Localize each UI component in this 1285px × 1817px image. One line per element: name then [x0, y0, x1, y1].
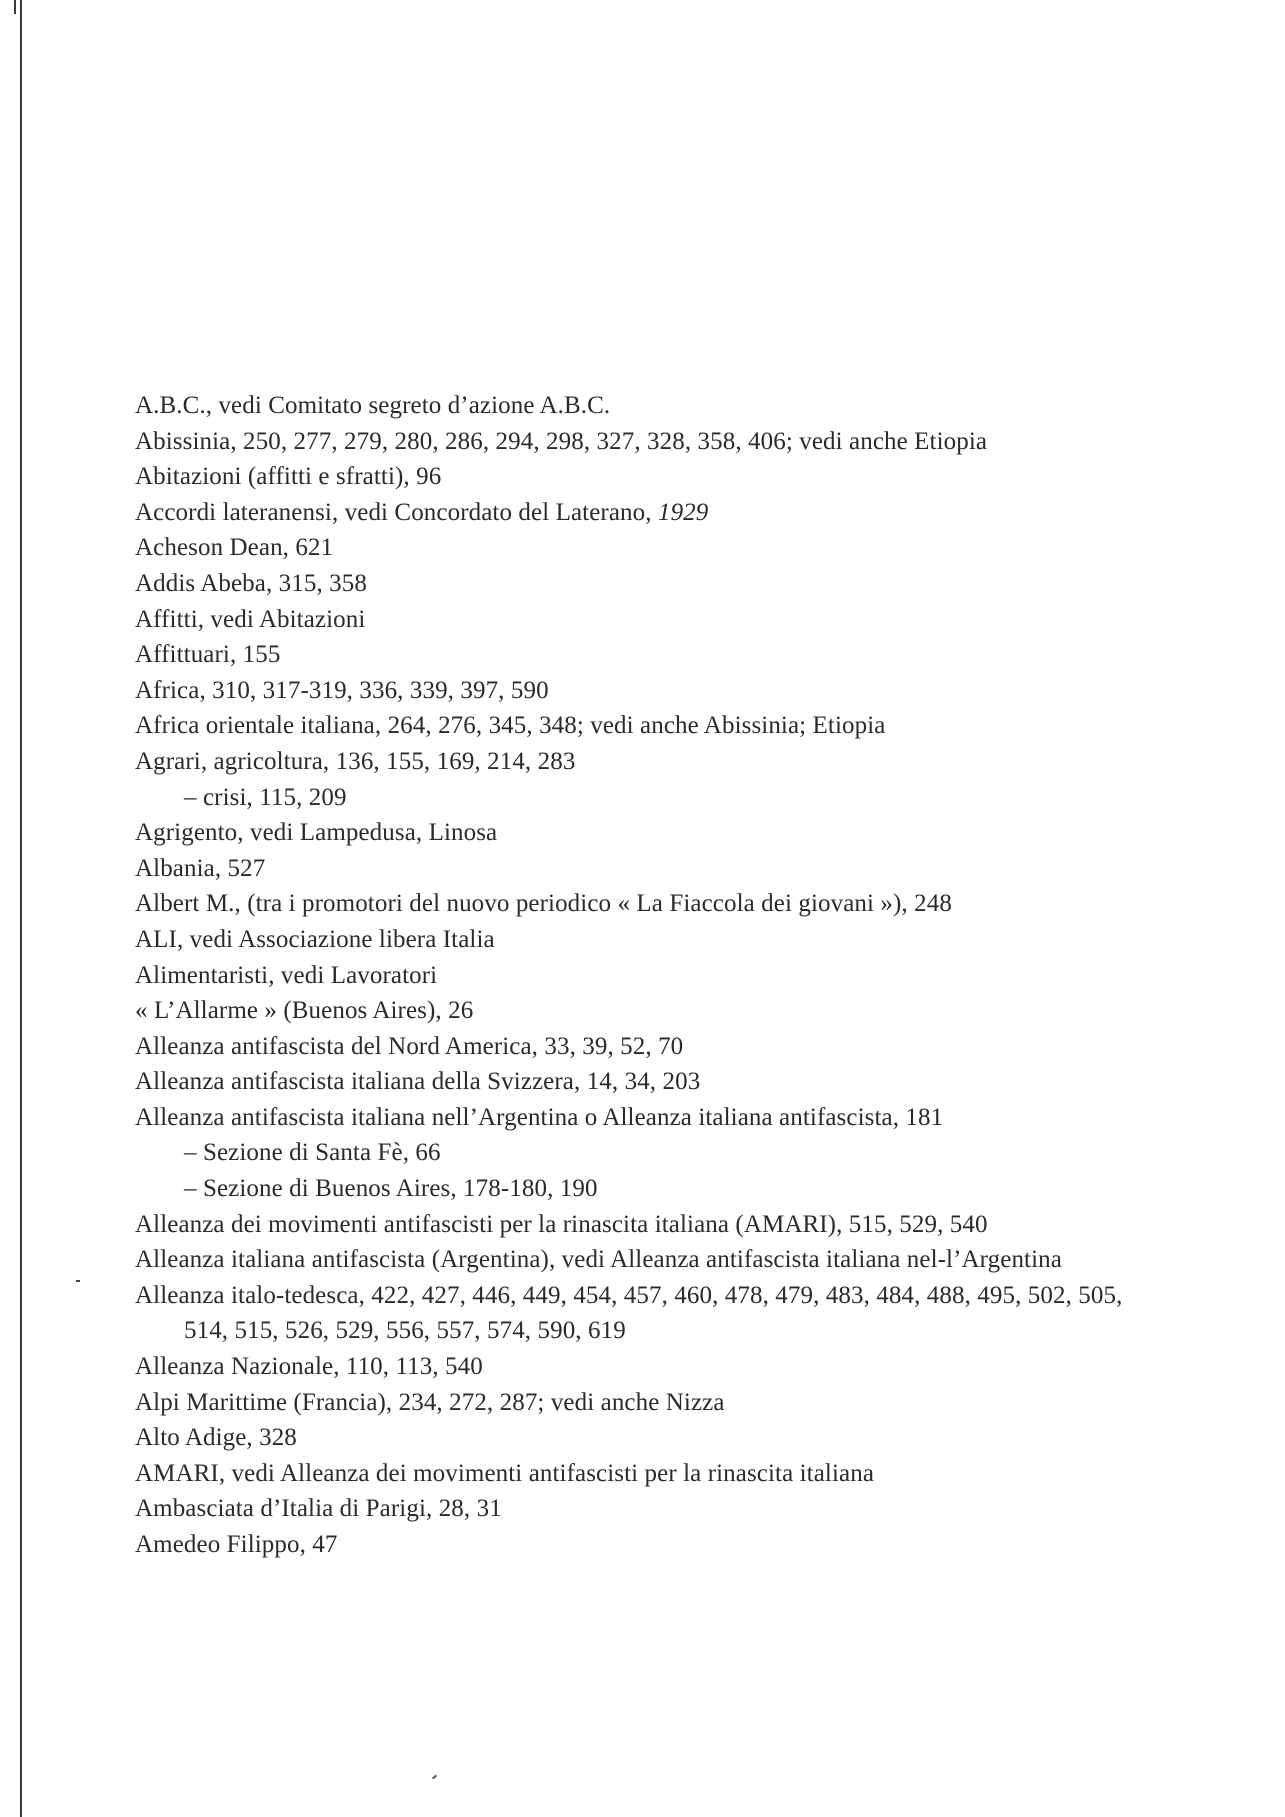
index-entry: Africa, 310, 317-319, 336, 339, 397, 590	[135, 676, 549, 704]
index-entry-year: 1929	[657, 498, 709, 526]
index-entry: Alpi Marittime (Francia), 234, 272, 287; vedi anche Nizza	[135, 1388, 725, 1416]
index-entry: Accordi lateranensi, vedi Concordato del Laterano, 1929	[135, 498, 709, 526]
index-entry: Affitti, vedi Abitazioni	[135, 605, 366, 633]
index-entry: Alleanza antifascista del Nord America, 33, 39, 52, 70	[135, 1032, 684, 1060]
index-entry: Alleanza Nazionale, 110, 113, 540	[135, 1353, 483, 1381]
index-entry: Addis Abeba, 315, 358	[135, 569, 367, 597]
index-entry: « L’Allarme » (Buenos Aires), 26	[135, 997, 474, 1025]
index-entry: AMARI, vedi Alleanza dei movimenti antifascisti per la rinascita italiana	[135, 1459, 875, 1487]
index-entry: Alleanza italo-tedesca, 422, 427, 446, 449, 454, 457, 460, 478, 479, 483, 484, 488, 495, 502, 505, 514, 515, 526, 529, 556, 557, 574, 590, 619	[135, 1281, 1123, 1345]
index-entry: Africa orientale italiana, 264, 276, 345, 348; vedi anche Abissinia; Etiopia	[135, 712, 886, 740]
scan-edge-line	[20, 0, 22, 1817]
index-entry: Affittuari, 155	[135, 641, 281, 669]
index-entry: Agrigento, vedi Lampedusa, Linosa	[135, 819, 498, 847]
index-subentry: – Sezione di Santa Fè, 66	[184, 1139, 441, 1167]
scan-speck	[432, 1775, 437, 1780]
index-entry: A.B.C., vedi Comitato segreto d’azione A.B.C.	[135, 392, 611, 419]
index-entry: Acheson Dean, 621	[135, 534, 334, 562]
index-subentry: – crisi, 115, 209	[184, 783, 347, 811]
index-entry: Alleanza antifascista italiana nell’Argentina o Alleanza italiana antifascista, 181	[135, 1103, 944, 1131]
index-entry: Albania, 527	[135, 854, 266, 882]
index-entry: Amedeo Filippo, 47	[135, 1531, 338, 1558]
index-entry: Albert M., (tra i promotori del nuovo periodico « La Fiaccola dei giovani »), 248	[135, 890, 952, 918]
index-entry: Abitazioni (affitti e sfratti), 96	[135, 463, 442, 491]
scan-speck	[76, 1280, 80, 1282]
index-entry: Alleanza italiana antifascista (Argentina), vedi Alleanza antifascista italiana nel-l’Argentina	[135, 1246, 1062, 1274]
index-entry: Abissinia, 250, 277, 279, 280, 286, 294, 298, 327, 328, 358, 406; vedi anche Etiopia	[135, 427, 988, 455]
index-subentry: – Sezione di Buenos Aires, 178-180, 190	[184, 1175, 598, 1203]
index-entry: Alleanza antifascista italiana della Svizzera, 14, 34, 203	[135, 1068, 701, 1096]
scan-edge-tick	[14, 0, 16, 14]
index-entry: ALI, vedi Associazione libera Italia	[135, 925, 495, 953]
index-entry: Agrari, agricoltura, 136, 155, 169, 214, 283	[135, 747, 576, 775]
index-list	[135, 388, 1165, 1563]
index-entry: Ambasciata d’Italia di Parigi, 28, 31	[135, 1495, 502, 1523]
index-entry: Alleanza dei movimenti antifascisti per la rinascita italiana (AMARI), 515, 529, 540	[135, 1210, 988, 1238]
index-entry: Alto Adige, 328	[135, 1424, 297, 1452]
index-entry: Alimentaristi, vedi Lavoratori	[135, 961, 438, 989]
